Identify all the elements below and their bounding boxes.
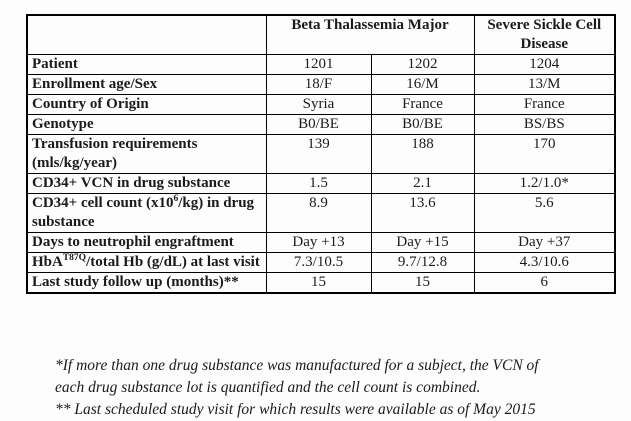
cell-value: Day +15 xyxy=(371,233,474,253)
header-sickle-cell: Severe Sickle Cell Disease xyxy=(474,15,615,55)
row-label: CD34+ VCN in drug substance xyxy=(27,174,266,194)
table-row-hba-total-hb xyxy=(27,253,615,273)
cell-value: 15 xyxy=(371,273,474,294)
table-row-patient xyxy=(27,55,615,75)
cell-value: 170 xyxy=(474,135,615,174)
row-label: Genotype xyxy=(27,115,266,135)
cell-value: 1202 xyxy=(371,55,474,75)
footnote-vcn: *If more than one drug substance was manufactured for a subject, the VCN of each drug substance lot is quantified and the cell count is combined. xyxy=(55,357,539,396)
row-label: Country of Origin xyxy=(27,95,266,115)
row-label: Patient xyxy=(27,55,266,75)
cell-value: Day +13 xyxy=(266,233,371,253)
row-label: Days to neutrophil engraftment xyxy=(27,233,266,253)
row-label: Transfusion requirements (mls/kg/year) xyxy=(27,135,266,174)
footnotes xyxy=(55,355,567,421)
cell-value: B0/BE xyxy=(371,115,474,135)
label-text: CD34+ cell count (x10 xyxy=(32,195,174,211)
cell-value: 1.5 xyxy=(266,174,371,194)
cell-value: 1201 xyxy=(266,55,371,75)
footnote-last-visit: ** Last scheduled study visit for which results were available as of May 2015 xyxy=(55,401,536,418)
table-row-last-followup xyxy=(27,273,615,294)
cell-value: 4.3/10.6 xyxy=(474,253,615,273)
cell-value: 18/F xyxy=(266,75,371,95)
header-row xyxy=(27,15,615,55)
cell-value: 9.7/12.8 xyxy=(371,253,474,273)
cell-value: 15 xyxy=(266,273,371,294)
header-empty-cell xyxy=(27,15,266,55)
label-superscript: 6 xyxy=(173,194,179,204)
label-text: /kg) in drug substance xyxy=(32,195,255,230)
table-row-cd34-vcn xyxy=(27,174,615,194)
label-text: HbA xyxy=(32,254,63,270)
row-label xyxy=(27,194,266,233)
cell-value: 1.2/1.0* xyxy=(474,174,615,194)
cell-value: 13/M xyxy=(474,75,615,95)
row-label: Enrollment age/Sex xyxy=(27,75,266,95)
cell-value: 1204 xyxy=(474,55,615,75)
cell-value: Day +37 xyxy=(474,233,615,253)
table-row-cd34-cell-count xyxy=(27,194,615,233)
label-superscript: T87Q xyxy=(62,253,87,263)
cell-value: 5.6 xyxy=(474,194,615,233)
cell-value: 2.1 xyxy=(371,174,474,194)
cell-value: 16/M xyxy=(371,75,474,95)
cell-value: 188 xyxy=(371,135,474,174)
table-row-country-of-origin xyxy=(27,95,615,115)
cell-value: B0/BE xyxy=(266,115,371,135)
table-row-enrollment-age-sex xyxy=(27,75,615,95)
cell-value: BS/BS xyxy=(474,115,615,135)
cell-value: France xyxy=(474,95,615,115)
header-beta-thalassemia: Beta Thalassemia Major xyxy=(266,15,474,55)
cell-value: 6 xyxy=(474,273,615,294)
label-text: /total Hb (g/dL) at last visit xyxy=(86,254,260,270)
cell-value: 13.6 xyxy=(371,194,474,233)
cell-value: Syria xyxy=(266,95,371,115)
table-row-neutrophil-engraftment xyxy=(27,233,615,253)
row-label: Last study follow up (months)** xyxy=(27,273,266,294)
table-row-genotype xyxy=(27,115,615,135)
table-row-transfusion-requirements xyxy=(27,135,615,174)
cell-value: France xyxy=(371,95,474,115)
row-label xyxy=(27,253,266,273)
clinical-results-table xyxy=(26,14,616,294)
cell-value: 139 xyxy=(266,135,371,174)
cell-value: 7.3/10.5 xyxy=(266,253,371,273)
cell-value: 8.9 xyxy=(266,194,371,233)
